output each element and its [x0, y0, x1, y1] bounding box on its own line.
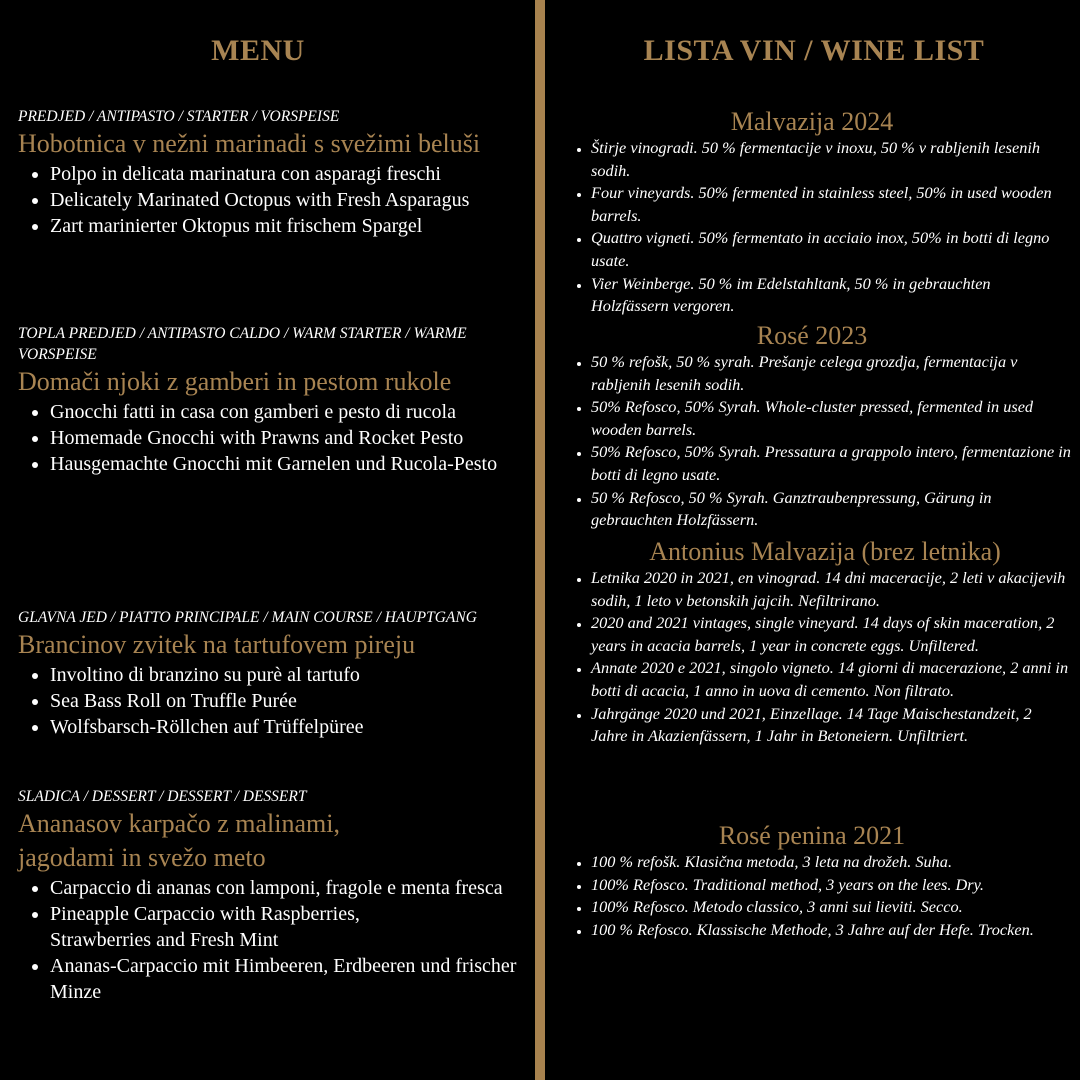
wine-notes — [552, 351, 1072, 532]
course-translations — [18, 399, 520, 477]
course-starter — [18, 106, 530, 239]
wine-name: Malvazija 2024 — [730, 107, 894, 136]
list-item: • Štirje vinogradi. 50 % fermentacije v inoxu, 50 % v rabljenih lesenih sodih. — [591, 137, 1072, 182]
course-name: Brancinov zvitek na tartufovem pireju — [18, 630, 416, 659]
list-item: • Delicately Marinated Octopus with Fresh Asparagus — [50, 187, 530, 213]
list-item: • Jahrgänge 2020 und 2021, Einzellage. 14 Tage Maischestandzeit, 2 Jahre in Akazienfässern, 1 Jahr in Betoneiern. Unfiltriert. — [591, 703, 1072, 748]
course-warm-starter — [18, 323, 530, 477]
list-item: • Hausgemachte Gnocchi mit Garnelen und Rucola-Pesto — [50, 451, 520, 477]
course-category: SLADICA / DESSERT / DESSERT / DESSERT — [18, 788, 307, 805]
list-item: • 100 % refošk. Klasična metoda, 3 leta na drožeh. Suha. — [591, 851, 1072, 874]
wine-notes — [552, 137, 1072, 318]
course-name: Ananasov karpačo z malinami, jagodami in svežo meto — [18, 809, 340, 872]
course-name: Hobotnica v nežni marinadi s svežimi beluši — [18, 129, 481, 158]
list-item: • Carpaccio di ananas con lamponi, fragole e menta fresca — [50, 875, 530, 901]
wine-notes — [552, 567, 1072, 748]
list-item: • 50 % Refosco, 50 % Syrah. Ganztraubenpressung, Gärung in gebrauchten Holzfässern. — [591, 487, 1072, 532]
course-name: Domači njoki z gamberi in pestom rukole — [18, 367, 452, 396]
wine-name: Rosé penina 2021 — [718, 821, 906, 850]
course-translations — [18, 875, 530, 1005]
wine-antonius-malvazija — [552, 537, 1072, 748]
course-category: PREDJED / ANTIPASTO / STARTER / VORSPEISE — [18, 108, 340, 125]
course-translations — [18, 662, 530, 740]
list-item: • Zart marinierter Oktopus mit frischem Spargel — [50, 213, 530, 239]
column-divider — [535, 0, 545, 1080]
list-item: • Sea Bass Roll on Truffle Purée — [50, 688, 530, 714]
course-main — [18, 607, 530, 740]
list-item: • Annate 2020 e 2021, singolo vigneto. 14 giorni di macerazione, 2 anni in botti di acacia, 1 anno in uova di cemento. Non filtrato. — [591, 657, 1072, 702]
list-item: • Pineapple Carpaccio with Raspberries, Strawberries and Fresh Mint — [50, 901, 420, 953]
list-item: • 50% Refosco, 50% Syrah. Pressatura a grappolo intero, fermentazione in botti di legno usate. — [591, 441, 1072, 486]
list-item: • 100% Refosco. Metodo classico, 3 anni sui lievitі. Secco. — [591, 896, 1072, 919]
list-item: • 50% Refosco, 50% Syrah. Whole-cluster pressed, fermented in used wooden barrels. — [591, 396, 1072, 441]
list-item: • 50 % refošk, 50 % syrah. Prešanje celega grozdja, fermentacija v rabljenih lesenih sodih. — [591, 351, 1072, 396]
course-translations — [18, 161, 530, 239]
wine-name: Rosé 2023 — [756, 321, 868, 350]
list-item: • Vier Weinberge. 50 % im Edelstahltank, 50 % in gebrauchten Holzfässern vergoren. — [591, 273, 1072, 318]
wine-rose-2023 — [552, 321, 1072, 532]
course-category: GLAVNA JED / PIATTO PRINCIPALE / MAIN COURSE / HAUPTGANG — [18, 609, 477, 626]
wine-name: Antonius Malvazija (brez letnika) — [649, 537, 1001, 566]
list-item: • Letnika 2020 in 2021, en vinograd. 14 dni maceracije, 2 leti v akacijevih sodih, 1 leto v betonskih jajcih. Nefiltrirano. — [591, 567, 1072, 612]
list-item: • Ananas-Carpaccio mit Himbeeren, Erdbeeren und frischer Minze — [50, 953, 530, 1005]
list-item: • Four vineyards. 50% fermented in stainless steel, 50% in used wooden barrels. — [591, 182, 1072, 227]
list-item: • Gnocchi fatti in casa con gamberi e pesto di rucola — [50, 399, 520, 425]
list-item: • Involtino di branzino su purè al tartufo — [50, 662, 530, 688]
wine-notes — [552, 851, 1072, 941]
list-item: • 2020 and 2021 vintages, single vineyard. 14 days of skin maceration, 2 years in acacia barrels, 1 year in concrete eggs. Unfiltered. — [591, 612, 1072, 657]
wine-malvazija-2024 — [552, 107, 1072, 318]
list-item: • Polpo in delicata marinatura con asparagi freschi — [50, 161, 530, 187]
wine-rose-penina-2021 — [552, 821, 1072, 941]
list-item: • Wolfsbarsch-Röllchen auf Trüffelpüree — [50, 714, 530, 740]
list-item: • 100 % Refosco. Klassische Methode, 3 Jahre auf der Hefe. Trocken. — [591, 919, 1072, 942]
wine-list-title: LISTA VIN / WINE LIST — [643, 34, 985, 67]
course-category: TOPLA PREDJED / ANTIPASTO CALDO / WARM STARTER / WARME VORSPEISE — [18, 325, 467, 363]
list-item: • Quattro vigneti. 50% fermentato in acciaio inox, 50% in botti di legno usate. — [591, 227, 1072, 272]
list-item: • 100% Refosco. Traditional method, 3 years on the lees. Dry. — [591, 874, 1072, 897]
list-item: • Homemade Gnocchi with Prawns and Rocket Pesto — [50, 425, 520, 451]
course-dessert — [18, 786, 530, 1005]
menu-title: MENU — [211, 34, 305, 67]
